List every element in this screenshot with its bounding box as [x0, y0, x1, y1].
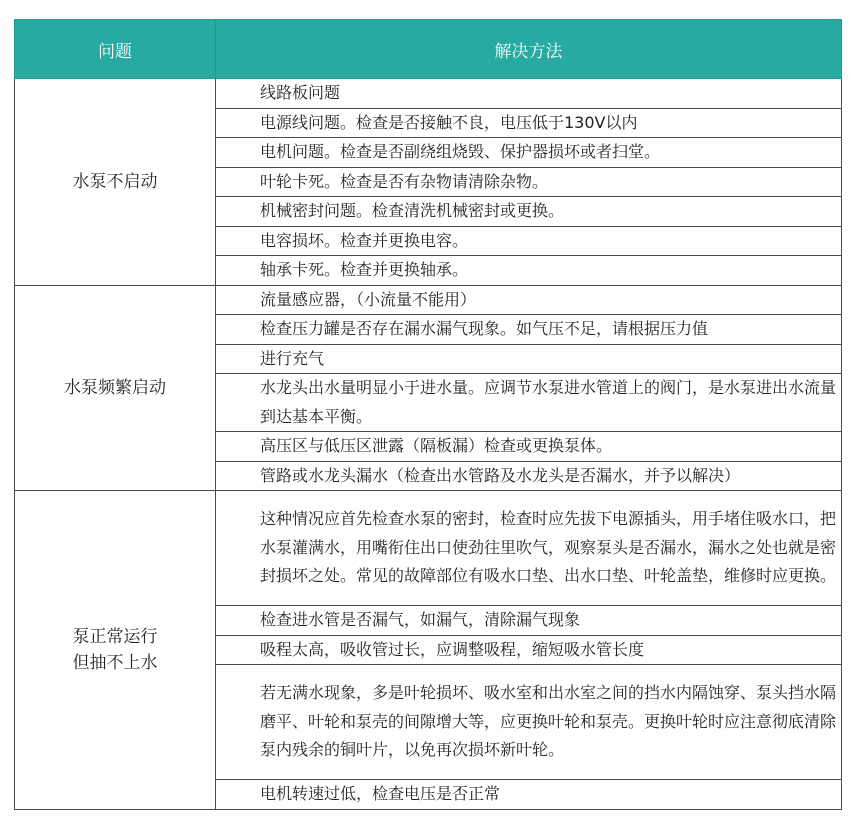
solution-cell: 轴承卡死。检查并更换轴承。: [216, 256, 842, 286]
table-header-row: [15, 20, 842, 79]
solution-cell: 水龙头出水量明显小于进水量。应调节水泵进水管道上的阀门，是水泵进出水流量到达基本平衡。: [216, 374, 842, 432]
problem-cell: 水泵不启动: [15, 79, 216, 286]
table-row: [15, 79, 842, 109]
solution-cell: 高压区与低压区泄露（隔板漏）检查或更换泵体。: [216, 432, 842, 462]
header-problem: 问题: [15, 20, 216, 79]
problem-cell: 水泵频繁启动: [15, 285, 216, 491]
troubleshooting-table: [14, 19, 842, 810]
header-solution: 解决方法: [216, 20, 842, 79]
solution-cell: 电机问题。检查是否副绕组烧毁、保护器损坏或者扫堂。: [216, 138, 842, 168]
solution-cell: 检查进水管是否漏气，如漏气，清除漏气现象: [216, 606, 842, 636]
solution-cell: 电源线问题。检查是否接触不良，电压低于130V以内: [216, 108, 842, 138]
solution-cell: 检查压力罐是否存在漏水漏气现象。如气压不足，请根据压力值: [216, 315, 842, 345]
table-row: [15, 285, 842, 315]
solution-cell: 流量感应器，（小流量不能用）: [216, 285, 842, 315]
solution-cell: 线路板问题: [216, 79, 842, 109]
solution-cell: 叶轮卡死。检查是否有杂物请清除杂物。: [216, 167, 842, 197]
solution-cell: 若无满水现象，多是叶轮损坏、吸水室和出水室之间的挡水内隔蚀穿、泵头挡水隔磨平、叶轮和泵壳的间隙增大等，应更换叶轮和泵壳。更换叶轮时应注意彻底清除泵内残余的铜叶片，以免再次损坏新叶轮。: [216, 665, 842, 780]
solution-cell: 机械密封问题。检查清洗机械密封或更换。: [216, 197, 842, 227]
solution-cell: 进行充气: [216, 344, 842, 374]
problem-cell: 泵正常运行 但抽不上水: [15, 491, 216, 810]
solution-cell: 电机转速过低，检查电压是否正常: [216, 780, 842, 810]
table-row: [15, 491, 842, 606]
solution-cell: 这种情况应首先检查水泵的密封，检查时应先拔下电源插头，用手堵住吸水口，把水泵灌满水，用嘴衔住出口使劲往里吹气，观察泵头是否漏水，漏水之处也就是密封损坏之处。常见的故障部位有吸水口垫、出水口垫、叶轮盖垫，维修时应更换。: [216, 491, 842, 606]
solution-cell: 电容损坏。检查并更换电容。: [216, 226, 842, 256]
solution-cell: 吸程太高，吸收管过长，应调整吸程，缩短吸水管长度: [216, 635, 842, 665]
solution-cell: 管路或水龙头漏水（检查出水管路及水龙头是否漏水，并予以解决）: [216, 461, 842, 491]
